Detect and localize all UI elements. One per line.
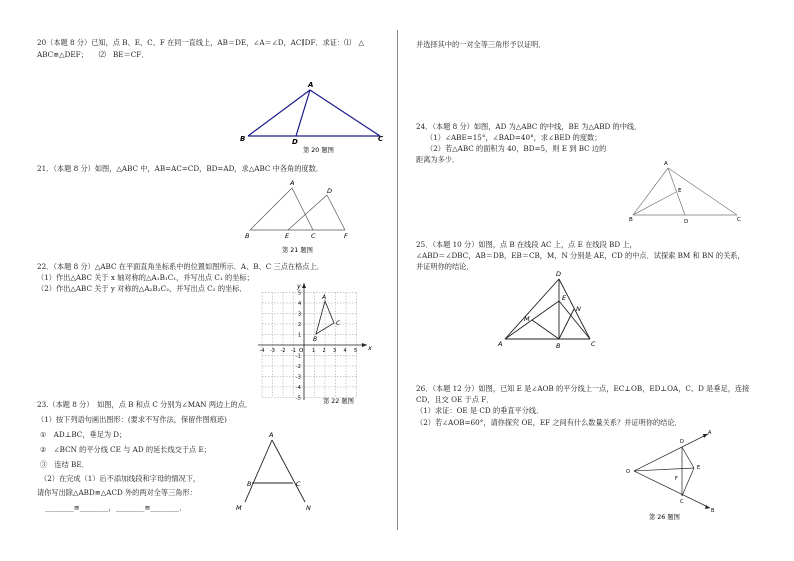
q25-label-e: E <box>562 294 567 302</box>
q21-label-d: D <box>327 187 333 195</box>
q24-label-e: E <box>678 188 682 194</box>
q22-x-tick-label: 3 <box>333 348 337 354</box>
q22-x-axis-label: x <box>368 344 372 352</box>
q22-y-tick-label: -3 <box>296 374 301 381</box>
q25-line2: ∠ABD＝∠DBC，AB＝DB，EB＝CB，M，N 分别是 AE，CD 的中点．试探索 BM 和 BN 的关系， <box>416 251 745 260</box>
q20-line2: ABC≌△DEF； ⑵ BE＝CF． <box>37 50 149 59</box>
q26-line2: CD，且交 OE 于点 F． <box>416 395 494 404</box>
q21-label-c: C <box>311 232 316 240</box>
q26-label-f: F <box>675 476 678 482</box>
q25-line3: 并证明你的结论． <box>416 262 474 271</box>
q26-line3: （1）求证：OE 是 CD 的垂直平分线． <box>416 406 544 415</box>
q26-label-d: D <box>680 439 684 445</box>
q22-y-tick-label: 5 <box>298 290 302 297</box>
q25-label-d: D <box>556 270 562 278</box>
q26-label-a: A <box>708 430 712 436</box>
q22-x-tick-label: -1 <box>291 348 296 354</box>
q23-line5: ③ 连结 BE． <box>40 460 89 469</box>
q25-label-m: M <box>524 315 530 323</box>
q23-line6: （2）在完成（1）后不添加线段和字母的情况下， <box>40 474 201 483</box>
q23-line2: （1）按下列语句画出图形：(要求不写作法，保留作图痕迹) <box>37 415 227 424</box>
q22-x-tick-label: 1 <box>312 348 316 354</box>
q20-label-a: A <box>308 81 314 89</box>
q22-origin-label: O <box>299 348 304 354</box>
q26-label-o: O <box>626 469 630 475</box>
q26-label-b: B <box>711 508 715 514</box>
q23-label-c: C <box>296 480 301 488</box>
q20-label-c: C <box>378 135 384 143</box>
q21-label-f: F <box>344 232 348 240</box>
q25-label-a: A <box>498 340 503 348</box>
q22-label-c: C <box>336 320 341 327</box>
q21-label-e: E <box>285 232 290 240</box>
q21-label-a: A <box>290 179 295 187</box>
q22-x-tick-label: -4 <box>259 348 265 354</box>
q22-y-axis-label: y <box>297 282 301 290</box>
q22-x-tick-label: 4 <box>343 348 347 354</box>
q22-y-tick-label: -4 <box>296 385 301 391</box>
q23-continued: 并选择其中的一对全等三角形予以证明． <box>416 40 546 49</box>
q24-label-b: B <box>629 217 633 223</box>
q24-label-c: C <box>737 217 741 223</box>
q20-label-d: D <box>292 138 298 146</box>
q23-label-b: B <box>247 480 252 488</box>
q20-line1: 20（本题 8 分）已知，点 B、E、C、F 在同一直线上，AB＝DE，∠A＝∠D，AC∥DF．求证：⑴ △ <box>37 38 365 47</box>
q22-line2: （1）作出△ABC 关于 x 轴对称的△A₁B₁C₁，并写出点 C₁ 的坐标； <box>37 273 254 282</box>
q20-caption: 第 20 题图 <box>303 147 334 154</box>
q23-label-n: N <box>306 504 311 512</box>
q23-answer-blanks[interactable]: ________≌________，________≌________． <box>45 503 187 512</box>
q24-line3: （2）若△ABC 的面积为 40，BD=5，则 E 到 BC 边的 <box>426 144 607 153</box>
q26-label-c: C <box>680 499 684 505</box>
q22-y-tick-label: 4 <box>298 301 302 307</box>
q22-caption: 第 22 题图 <box>323 398 354 405</box>
q26-line4: （2）若∠AOB=60°，请你探究 OE，EF 之间有什么数量关系？并证明你的结论． <box>416 418 682 427</box>
q23-label-a: A <box>269 431 274 439</box>
q21-label-b: B <box>245 232 250 240</box>
q22-y-tick-label: 1 <box>298 332 302 339</box>
q23-label-m: M <box>236 504 242 512</box>
q21-line1: 21．（本题 8 分）如图，△ABC 中，AB=AC=CD，BD=AD，求△ABC 中各角的度数． <box>37 164 323 173</box>
q25-label-b: B <box>556 342 561 350</box>
q26-label-e: E <box>697 465 701 471</box>
q25-label-n: N <box>576 305 581 313</box>
q24-line2: （1）∠ABE=15°，∠BAD=40°，求∠BED 的度数； <box>426 133 602 142</box>
q22-label-a: A <box>322 294 327 301</box>
q22-x-tick-label: -2 <box>280 348 286 354</box>
q23-line7: 请你写出除△ABD≌△ACD 外的两对全等三角形： <box>37 488 197 497</box>
q22-x-tick-label: 5 <box>354 348 358 354</box>
q22-x-tick-label: -3 <box>270 348 275 354</box>
q24-label-d: D <box>684 219 689 225</box>
q24-line1: 24．（本题 8 分）如图，AD 为△ABC 的中线，BE 为△ABD 的中线． <box>416 122 642 131</box>
q22-y-tick-label: -1 <box>296 353 301 360</box>
q26-caption: 第 26 题图 <box>649 514 680 521</box>
q23-line1: 23.（本题 8 分） 如图，点 B 和点 C 分别为∠MAN 两边上的点． <box>37 400 252 409</box>
q20-label-b: B <box>240 135 246 143</box>
q22-line3: （2）作出△ABC 关于 y 对称的△A₂B₂C₂，并写出点 C₂ 的坐标． <box>37 284 247 293</box>
q23-line3: ① AD⊥BC，垂足为 D； <box>40 430 127 439</box>
q22-x-tick-label: 2 <box>322 348 326 354</box>
q22-y-tick-label: 2 <box>298 322 302 328</box>
q25-line1: 25．（本题 10 分）如图，点 B 在线段 AC 上，点 E 在线段 BD 上， <box>416 240 637 249</box>
q21-caption: 第 21 题图 <box>282 247 313 254</box>
q24-label-a: A <box>664 161 668 167</box>
q22-line1: 22．（本题 8 分）△ABC 在平面直角坐标系中的位置如图所示．A、B、C 三点在格点上． <box>37 262 324 271</box>
q25-label-c: C <box>591 340 596 348</box>
q22-y-tick-label: -2 <box>296 364 301 370</box>
q22-y-tick-label: 3 <box>298 311 302 318</box>
q22-label-b: B <box>313 336 318 343</box>
q26-lines <box>634 434 710 508</box>
q26-line1: 26．（本题 12 分）如图，已知 E 是∠AOB 的平分线上一点，EC⊥OB，ED⊥OA，C、D 是垂足，连接 <box>416 384 750 393</box>
q22-y-tick-label: -5 <box>296 395 301 402</box>
q24-line4: 距离为多少． <box>416 155 460 164</box>
q23-line4: ② ∠BCN 的平分线 CE 与 AD 的延长线交于点 E； <box>40 445 211 454</box>
